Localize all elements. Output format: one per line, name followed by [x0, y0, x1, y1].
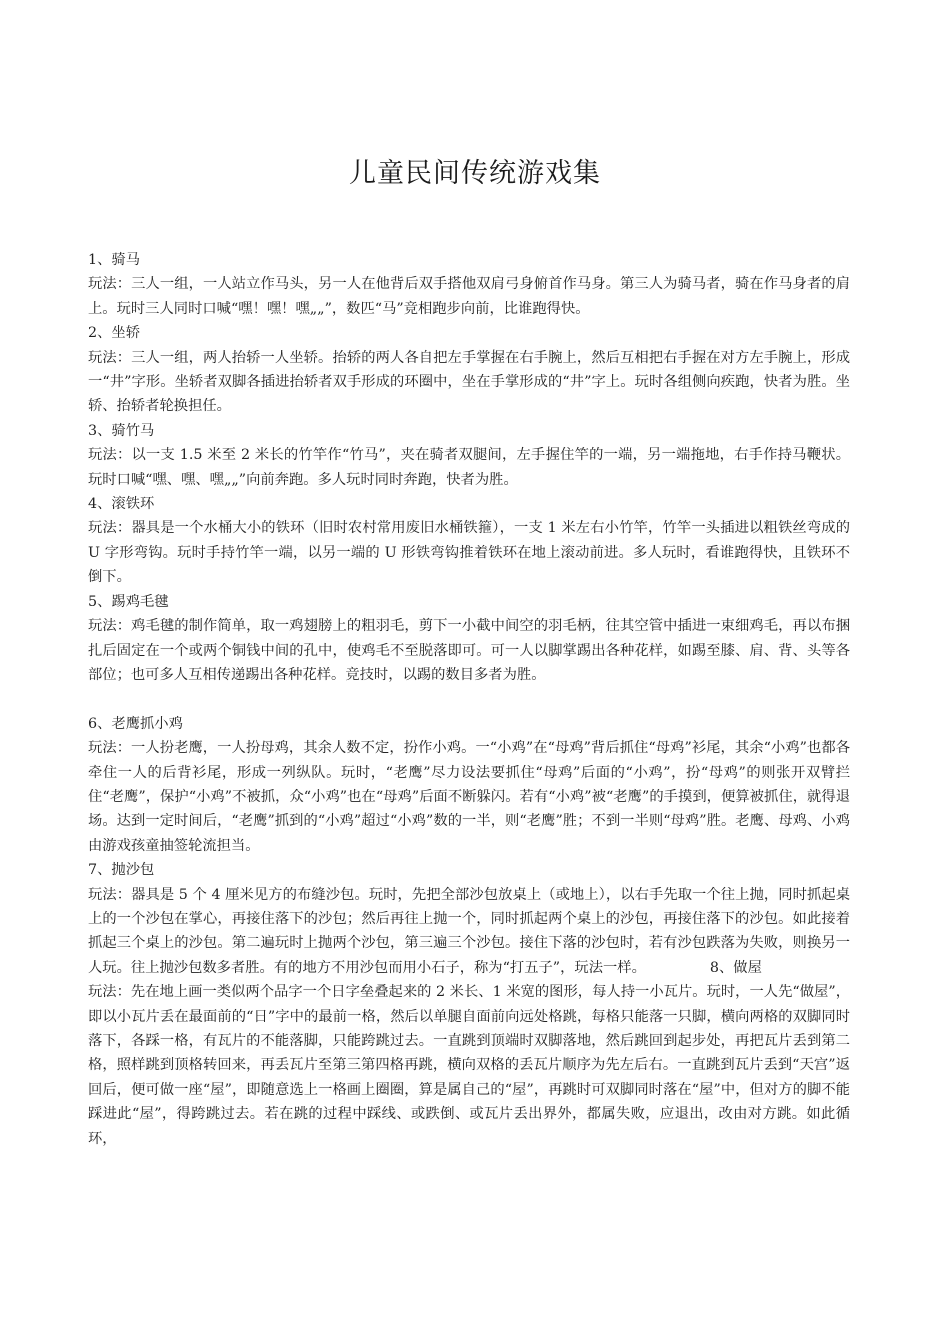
section-heading-4: 4、滚铁环	[88, 496, 155, 513]
section-body-5: 玩法：鸡毛毽的制作简单，取一鸡翅膀上的粗羽毛，剪下一小截中间空的羽毛柄，往其空管中插进一束细鸡毛，再以布捆扎后固定在一个或两个铜钱中间的孔中，使鸡毛不至脱落即可。可一人以脚掌踢出各种花样，如踢至膝、肩、背、头等各部位；也可多人互相传递踢出各种花样。竞技时，以踢的数目多者为胜。	[88, 618, 850, 683]
section-heading-7: 7、抛沙包	[88, 862, 155, 879]
section-body-6: 玩法：一人扮老鹰，一人扮母鸡，其余人数不定，扮作小鸡。一“小鸡”在“母鸡”背后抓住“母鸡”衫尾，其余“小鸡”也都各牵住一人的后背衫尾，形成一列纵队。玩时，“老鹰”尽力设法要抓住“母鸡”后面的“小鸡”，扮“母鸡”的则张开双臂拦住“老鹰”，保护“小鸡”不被抓，众“小鸡”也在“母鸡”后面不断躲闪。若有“小鸡”被“老鹰”的手摸到，便算被抓住，就得退场。达到一定时间后，“老鹰”抓到的“小鸡”超过“小鸡”数的一半，则“老鹰”胜；不到一半则“母鸡”胜。老鹰、母鸡、小鸡由游戏孩童抽签轮流担当。	[88, 740, 850, 854]
paragraph-spacer	[88, 687, 850, 711]
section-body-8: 玩法：先在地上画一类似两个品字一个日字垒叠起来的 2 米长、1 米宽的图形，每人持一小瓦片。玩时，一人先“做屋”，即以小瓦片丢在最面前的“日”字中的最前一格，然后以单腿自面前向远处格跳，每格只能落一只脚，横向两格的双脚同时落下，各踩一格，有瓦片的不能落脚，只能跨跳过去。一直跳到顶端时双脚落地，然后跳回到起步处，再把瓦片丢到第二格，照样跳到顶格转回来，再丢瓦片至第三第四格再跳，横向双格的丢瓦片顺序为先左后右。一直跳到瓦片丢到“天宫”返回后，便可做一座“屋”，即随意选上一格画上圈圈，算是属自己的“屋”，再跳时可双脚同时落在“屋”中，但对方的脚不能踩进此“屋”，得跨跳过去。若在跳的过程中踩线、或跌倒、或瓦片丢出界外，都属失败，应退出，改由对方跳。如此循环，	[88, 984, 850, 1147]
section-heading-5: 5、踢鸡毛毽	[88, 593, 169, 610]
section-body-7-wrapper	[88, 883, 850, 981]
section-body-1: 玩法：三人一组，一人站立作马头，另一人在他背后双手搭他双肩弓身俯首作马身。第三人为骑马者，骑在作马身者的肩上。玩时三人同时口喊“嘿！嘿！嘿„„”，数匹“马”竞相跑步向前，比谁跑得快。	[88, 276, 850, 317]
section-heading-2: 2、坐轿	[88, 325, 140, 342]
section-heading-8: 8、做屋	[709, 959, 762, 976]
section-body-2: 玩法：三人一组，两人抬轿一人坐轿。抬轿的两人各自把左手掌握在右手腕上，然后互相把右手握在对方左手腕上，形成一“井”字形。坐轿者双脚各插进抬轿者双手形成的环圈中，坐在手掌形成的“井”字上。玩时各组侧向疾跑，快者为胜。坐轿、抬轿者轮换担任。	[88, 349, 850, 415]
section-body-7: 玩法：器具是 5 个 4 厘米见方的布缝沙包。玩时，先把全部沙包放桌上（或地上），以右手先取一个往上抛，同时抓起桌上的一个沙包在掌心，再接住落下的沙包；然后再往上抛一个，同时抓起两个桌上的沙包，再接住落下的沙包。如此接着抓起三个桌上的沙包。第二遍玩时上抛两个沙包，第三遍三个沙包。接住下落的沙包时，若有沙包跌落为失败，则换另一人玩。往上抛沙包数多者胜。有的地方不用沙包而用小石子，称为“打五子”，玩法一样。	[88, 886, 850, 976]
section-body-3: 玩法：以一支 1.5 米至 2 米长的竹竿作“竹马”，夹在骑者双腿间，左手握住竿的一端，另一端拖地，右手作持马鞭状。玩时口喊“嘿、嘿、嘿„„”向前奔跑。多人玩时同时奔跑，快者为胜。	[88, 447, 850, 488]
document-title: 儿童民间传统游戏集	[349, 158, 601, 189]
section-heading-6: 6、老鹰抓小鸡	[88, 715, 183, 732]
document-body	[88, 248, 850, 1151]
section-body-4: 玩法：器具是一个水桶大小的铁环（旧时农村常用废旧水桶铁箍），一支 1 米左右小竹竿，竹竿一头插进以粗铁丝弯成的 U 字形弯钩。玩时手持竹竿一端，以另一端的 U 形铁弯钩推着铁环在地上滚动前进。多人玩时，看谁跑得快，且铁环不倒下。	[88, 520, 850, 586]
section-heading-1: 1、骑马	[88, 252, 140, 268]
section-heading-3: 3、骑竹马	[88, 422, 155, 439]
